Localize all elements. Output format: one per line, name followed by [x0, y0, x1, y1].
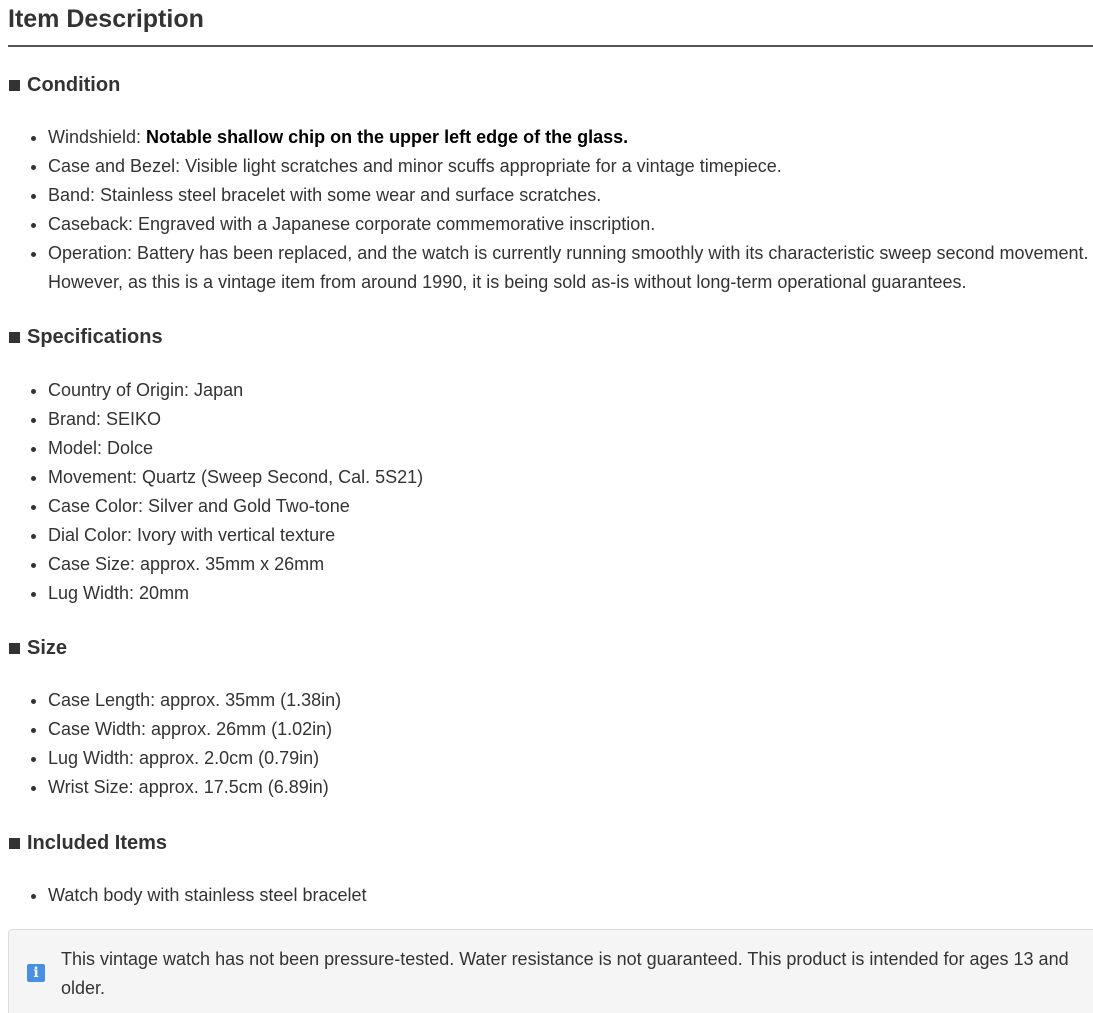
included-items-list	[8, 881, 1093, 910]
list-item: • Case and Bezel: Visible light scratches and minor scuffs appropriate for a vintage timepiece.	[48, 152, 1093, 181]
square-bullet-icon	[9, 332, 20, 343]
specifications-list	[8, 376, 1093, 608]
condition-value-emphasis: Notable shallow chip on the upper left edge of the glass.	[146, 127, 629, 147]
list-item: • Watch body with stainless steel bracelet	[48, 881, 1093, 910]
list-item: • Wrist Size: approx. 17.5cm (6.89in)	[48, 773, 1093, 802]
section-heading-condition	[8, 73, 1093, 97]
page-title: Item Description	[8, 0, 1093, 47]
info-icon: i	[27, 964, 45, 982]
section-heading-included-items	[8, 831, 1093, 855]
list-item	[48, 123, 1093, 152]
list-item: • Case Width: approx. 26mm (1.02in)	[48, 715, 1093, 744]
square-bullet-icon	[9, 80, 20, 91]
info-notice	[8, 929, 1093, 1013]
condition-label: Windshield:	[48, 127, 147, 147]
list-item: • Case Color: Silver and Gold Two-tone	[48, 492, 1093, 521]
size-list	[8, 686, 1093, 802]
list-item: • Model: Dolce	[48, 434, 1093, 463]
section-heading-label: Condition	[27, 74, 121, 96]
section-heading-label: Size	[27, 637, 68, 659]
square-bullet-icon	[9, 838, 20, 849]
list-item: • Lug Width: 20mm	[48, 579, 1093, 608]
section-heading-label: Specifications	[27, 326, 163, 348]
notice-text: This vintage watch has not been pressure-tested. Water resistance is not guaranteed. This product is intended for ages 13 and older.	[61, 949, 1069, 998]
list-item: • Movement: Quartz (Sweep Second, Cal. 5S21)	[48, 463, 1093, 492]
list-item: • Case Size: approx. 35mm x 26mm	[48, 550, 1093, 579]
list-item: • Dial Color: Ivory with vertical texture	[48, 521, 1093, 550]
list-item: • Band: Stainless steel bracelet with some wear and surface scratches.	[48, 181, 1093, 210]
item-description	[8, 0, 1093, 1013]
list-item: • Operation: Battery has been replaced, and the watch is currently running smoothly with its characteristic sweep second movement. However, as this is a vintage item from around 1990, it is being sold as-is without long-term operational guarantees.	[48, 239, 1093, 297]
condition-list	[8, 123, 1093, 297]
list-item: • Country of Origin: Japan	[48, 376, 1093, 405]
section-heading-specifications	[8, 325, 1093, 349]
list-item: • Caseback: Engraved with a Japanese corporate commemorative inscription.	[48, 210, 1093, 239]
section-heading-size	[8, 636, 1093, 660]
list-item: • Brand: SEIKO	[48, 405, 1093, 434]
list-item: • Lug Width: approx. 2.0cm (0.79in)	[48, 744, 1093, 773]
list-item: • Case Length: approx. 35mm (1.38in)	[48, 686, 1093, 715]
section-heading-label: Included Items	[27, 832, 168, 854]
square-bullet-icon	[9, 643, 20, 654]
